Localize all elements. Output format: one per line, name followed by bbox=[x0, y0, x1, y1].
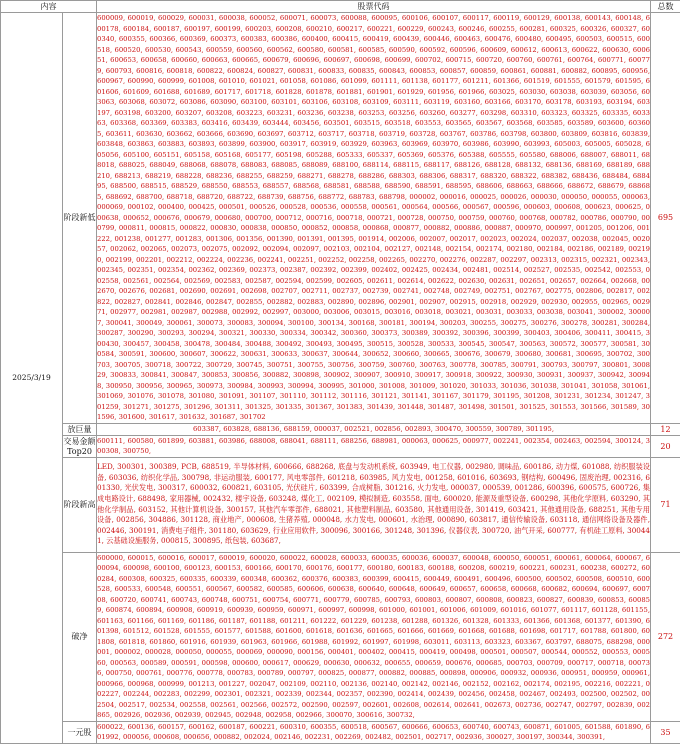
codes-new-low: 600009, 600019, 600029, 600031, 600038, 600052, 600071, 600073, 600088, 600095, 600106, 600107, 600117, 600119, 600129, 600138, 600143, 600148, 600178, 600184, 600187, 600197, 600199, 600203, 600208, 600210, 600217, 600221, 600229, 600243, 600246, 600255, 600281, 600325, 600326, 600327, 600340, 600355, 600366, 600369, 600373, 600383, 600386, 600400, 600415, 600419, 600439, 600446, 600463, 600476, 600480, 600495, 600503, 600515, 600518, 600520, 600530, 600543, 600559, 600560, 600562, 600580, 600581, 600585, 600590, 600592, 600596, 600609, 600612, 600613, 600622, 600630, 600651, 600653, 600658, 600660, 600663, 600665, 600679, 600696, 600697, 600698, 600699, 600702, 600715, 600720, 600760, 600761, 600764, 600771, 600779, 600793, 600816, 600818, 600822, 600824, 600827, 600831, 600833, 600835, 600843, 600853, 600857, 600859, 600861, 600881, 600882, 600895, 600956, 600967, 600990, 600999, 601008, 601010, 601021, 601058, 601086, 601099, 601111, 601138, 601177, 601211, 601366, 601519, 601555, 601579, 601595, 601606, 601609, 601688, 601689, 601717, 601718, 601828, 601878, 601881, 601901, 601929, 601956, 601966, 603025, 603030, 603038, 603039, 603056, 603063, 603068, 603072, 603086, 603090, 603100, 603101, 603106, 603108, 603109, 603111, 603119, 603160, 603166, 603170, 603178, 603193, 603194, 603197, 603198, 603200, 603207, 603208, 603223, 603231, 603236, 603238, 603253, 603256, 603260, 603277, 603298, 603310, 603323, 603325, 603335, 603363, 603368, 603369, 603383, 603416, 603439, 603444, 603456, 603501, 603515, 603518, 603553, 603565, 603567, 603568, 603585, 603589, 603600, 603605, 603611, 603630, 603662, 603666, 603690, 603697, 603712, 603717, 603718, 603719, 603728, 603767, 603786, 603798, 603800, 603809, 603816, 603839, 603848, 603863, 603883, 603893, 603899, 603900, 603917, 603919, 603929, 603963, 603969, 603970, 603986, 603990, 603993, 605003, 605005, 605028, 605056, 605100, 605151, 605158, 605168, 605177, 605198, 605288, 605333, 605337, 605369, 605376, 605388, 605555, 605580, 688006, 688007, 688011, 688018, 688025, 688049, 688068, 688078, 688083, 688085, 688089, 688100, 688114, 688115, 688117, 688126, 688128, 688132, 688136, 688169, 688189, 688210, 688213, 688219, 688228, 688236, 688255, 688259, 688271, 688278, 688286, 688303, 688306, 688317, 688320, 688322, 688382, 688436, 688484, 688495, 688500, 688515, 688529, 688550, 688553, 688557, 688568, 688581, 688588, 688590, 688591, 688595, 688606, 688663, 688666, 688672, 688679, 688685, 688692, 688700, 688718, 688720, 688722, 688739, 688756, 688772, 688783, 688798, 000002, 000016, 000025, 000026, 000030, 000050, 000055, 000063, 000069, 000102, 000400, 000425, 000501, 000526, 000528, 000536, 000558, 000561, 000564, 000566, 000567, 000596, 000603, 000608, 000623, 000625, 000638, 000652, 000676, 000679, 000680, 000700, 000712, 000716, 000718, 000721, 000728, 000750, 000759, 000760, 000768, 000782, 000786, 000790, 000799, 000811, 000815, 000822, 000830, 000838, 000850, 000852, 000858, 000868, 000877, 000882, 000886, 000887, 000970, 000997, 001205, 001206, 001222, 001238, 001277, 001283, 001306, 001356, 001390, 001391, 001395, 001914, 002006, 002007, 002017, 002023, 002024, 002037, 002038, 002045, 002057, 002062, 002065, 002073, 002075, 002092, 002094, 002097, 002103, 002104, 002127, 002148, 002154, 002174, 002180, 002184, 002186, 002189, 002190, 002199, 002201, 002212, 002224, 002236, 002241, 002251, 002252, 002258, 002265, 002270, 002276, 002287, 002297, 002313, 002315, 002321, 002343, 002345, 002351, 002354, 002362, 002369, 002373, 002387, 002392, 002399, 002402, 002425, 002434, 002481, 002514, 002527, 002535, 002542, 002553, 002558, 002561, 002564, 002569, 002583, 002587, 002594, 002599, 002605, 002611, 002614, 002622, 002630, 002631, 002651, 002657, 002664, 002668, 002670, 002676, 002681, 002690, 002691, 002698, 002707, 002711, 002737, 002739, 002741, 002748, 002749, 002751, 002767, 002775, 002806, 002817, 002822, 002827, 002841, 002846, 002847, 002855, 002882, 002883, 002890, 002896, 002901, 002907, 002915, 002918, 002929, 002930, 002955, 002965, 002971, 002977, 002981, 002987, 002988, 002992, 002997, 003000, 003006, 003015, 003016, 003018, 003021, 003031, 003033, 003038, 003041, 300002, 300007, 300041, 300049, 300061, 300073, 300083, 300094, 300100, 300134, 300168, 300181, 300194, 300203, 300255, 300275, 300276, 300278, 300281, 300284, 300287, 300290, 300293, 300294, 300321, 300330, 300334, 300342, 300360, 300373, 300389, 300392, 300396, 300399, 300403, 300406, 300411, 300415, 300430, 300457, 300458, 300478, 300484, 300488, 300492, 300493, 300495, 300515, 300528, 300533, 300545, 300547, 300563, 300572, 300577, 300581, 300584, 300591, 300600, 300607, 300622, 300631, 300633, 300637, 300644, 300652, 300660, 300665, 300676, 300679, 300680, 300681, 300695, 300702, 300703, 300705, 300718, 300722, 300729, 300745, 300751, 300755, 300756, 300759, 300760, 300763, 300778, 300785, 300791, 300793, 300797, 300801, 300829, 300833, 300841, 300847, 300853, 300856, 300882, 300898, 300902, 300907, 300910, 300917, 300918, 300922, 300930, 300931, 300937, 300942, 300948, 300950, 300956, 300965, 300973, 300984, 300993, 300994, 300995, 301000, 301008, 301009, 301020, 301033, 301036, 301038, 301041, 301058, 301061, 301069, 301076, 301078, 301080, 301091, 301107, 301110, 301112, 301116, 301121, 301141, 301167, 301179, 301195, 301208, 301231, 301234, 301247, 301259, 301271, 301275, 301296, 301311, 301325, 301335, 301367, 301383, 301439, 301448, 301487, 301498, 301501, 301525, 301553, 301566, 301589, 301596, 301600, 301617, 301632, 301687, 301702 bbox=[97, 13, 651, 424]
codes-new-high: LED, 300301, 300389, PCB, 688519, 半导体材料, 600666, 688268, 底盘与发动机系统, 603949, 电工仪器, 002980, 调味品, 600186, 动力煤, 601088, 纺织服装设备, 603036, 纺织化学品, 300798, 非运动服装, 600177, 风电零部件, 601218, 603985, 风力发电, 001258, 601016, 603693, 钢结构, 600496, 固废治理, 002316, 601330, 光伏发电, 300317, 600032, 600821, 603105, 光伏硅片, 603399, 合成树脂, 301216, 火力发电, 000037, 000539, 001286, 600396, 600575, 600726, 集成电路设计, 688498, 家用器械, 002432, 楼宇设备, 603248, 煤化工, 002109, 模拟制造, 603558, 面电, 600020, 能源及重型设备, 600298, 其他化学原料, 603290, 其他化学制品, 603152, 其他计算机设备, 300157, 其他汽车零部件, 688021, 其他塑料制品, 603580, 其他通用设备, 301419, 603421, 其他通用设备, 688251, 其他专用设备, 002856, 304886, 301128, 商业地产, 000608, 生猪养殖, 000048, 水力发电, 000601, 水治理, 000890, 603817, 通信传输设备, 603118, 通信网络设备及器件, 002446, 300191, 消费电子组件, 301180, 603629, 行业应用软件, 300096, 300166, 301248, 301396, 仪器仪表, 300720, 油气开采, 600777, 有机硅工原料, 300441, 云基础设施服务, 000815, 300895, 纸包装, 603687, bbox=[97, 457, 651, 552]
category-new-low: 阶段新低 bbox=[63, 13, 97, 424]
header-total: 总数 bbox=[651, 1, 680, 13]
header-codes: 股票代码 bbox=[97, 1, 651, 13]
category-one-yuan: 一元股 bbox=[63, 721, 97, 743]
category-new-high: 阶段新高 bbox=[63, 457, 97, 552]
row-new-high bbox=[1, 457, 680, 552]
count-top20-amount: 20 bbox=[651, 435, 680, 457]
date-cell: 2025/3/19 bbox=[1, 13, 63, 744]
codes-top20-amount: 600111, 600580, 601899, 603881, 603986, 688008, 688041, 688111, 688256, 688981, 000063, 000625, 000977, 002241, 002354, 002463, 002594, 300124, 300308, 300750, bbox=[97, 435, 651, 457]
row-top20-amount bbox=[1, 435, 680, 457]
count-huge-volume: 12 bbox=[651, 423, 680, 435]
header-content: 内容 bbox=[1, 1, 97, 13]
count-new-high: 71 bbox=[651, 457, 680, 552]
row-one-yuan bbox=[1, 721, 680, 743]
category-huge-volume: 放巨量 bbox=[63, 423, 97, 435]
header-row bbox=[1, 1, 680, 13]
codes-huge-volume: 603387, 603828, 688136, 688159, 000037, 002521, 002856, 002893, 300470, 300559, 300789, 301195, bbox=[97, 423, 651, 435]
codes-below-book: 600000, 600015, 600016, 600017, 600019, 600020, 600022, 600028, 600033, 600035, 600036, 600037, 600048, 600050, 600051, 600061, 600064, 600067, 600094, 600098, 600100, 600123, 600153, 600166, 600170, 600176, 600177, 600180, 600183, 600188, 600208, 600219, 600221, 600231, 600238, 600272, 600284, 600308, 600325, 600335, 600339, 600348, 600362, 600376, 600383, 600399, 600415, 600449, 600491, 600496, 600500, 600502, 600508, 600510, 600528, 600533, 600548, 600551, 600567, 600582, 600585, 600606, 600638, 600640, 600648, 600649, 600657, 600658, 600668, 600682, 600694, 600697, 600708, 600720, 600741, 600743, 600748, 600751, 600754, 600771, 600779, 600785, 600793, 600803, 600807, 600808, 600823, 600827, 600839, 600853, 600859, 600874, 600894, 600908, 600919, 600939, 600959, 600971, 600997, 600998, 601000, 601001, 601006, 601009, 601016, 601077, 601117, 601128, 601155, 601163, 601166, 601169, 601186, 601187, 601188, 601211, 601222, 601229, 601238, 601288, 601326, 601328, 601333, 601366, 601368, 601377, 601390, 601398, 601512, 601528, 601555, 601577, 601588, 601600, 601618, 601636, 601665, 601666, 601669, 601668, 601688, 601698, 601717, 601788, 601800, 601808, 601818, 601860, 601916, 601939, 601963, 601966, 601988, 601992, 601997, 601998, 603011, 603113, 603323, 603367, 603797, 688075, 688298, 000001, 000002, 000028, 000050, 000055, 000069, 000090, 000156, 000401, 000402, 000415, 000419, 000498, 000501, 000507, 000544, 000552, 000553, 000560, 000563, 000589, 000591, 000598, 000600, 000617, 000629, 000630, 000632, 000655, 000659, 000676, 000685, 000703, 000709, 000717, 000718, 000736, 000750, 000761, 000776, 000778, 000783, 000789, 000797, 000825, 000877, 000882, 000885, 000898, 000906, 000932, 000936, 000951, 000959, 000961, 000966, 000968, 000999, 001213, 001227, 002047, 002109, 002110, 002136, 002140, 002142, 002146, 002152, 002162, 002174, 002195, 002216, 002221, 002227, 002244, 002283, 002299, 002301, 002321, 002339, 002344, 002357, 002390, 002414, 002439, 002456, 002458, 002467, 002493, 002500, 002502, 002504, 002517, 002534, 002558, 002561, 002566, 002572, 002590, 002597, 002601, 002608, 002614, 002641, 002673, 002736, 002747, 002797, 002839, 002865, 002926, 002936, 002939, 002945, 002948, 002958, 002966, 300070, 300616, 300732, bbox=[97, 552, 651, 721]
row-huge-volume bbox=[1, 423, 680, 435]
count-new-low: 695 bbox=[651, 13, 680, 424]
row-below-book bbox=[1, 552, 680, 721]
category-below-book: 破净 bbox=[63, 552, 97, 721]
count-one-yuan: 35 bbox=[651, 721, 680, 743]
category-top20-amount: 交易金额Top20 bbox=[63, 435, 97, 457]
count-below-book: 272 bbox=[651, 552, 680, 721]
row-new-low bbox=[1, 13, 680, 424]
codes-one-yuan: 600022, 600136, 600157, 600162, 600187, 600221, 600310, 600355, 600518, 600567, 600666, 600653, 600740, 600743, 600871, 601005, 601588, 601890, 601992, 000056, 000608, 000656, 000882, 002024, 002146, 002231, 002269, 002482, 002501, 002717, 002936, 300027, 300197, 300344, 300391, bbox=[97, 721, 651, 743]
